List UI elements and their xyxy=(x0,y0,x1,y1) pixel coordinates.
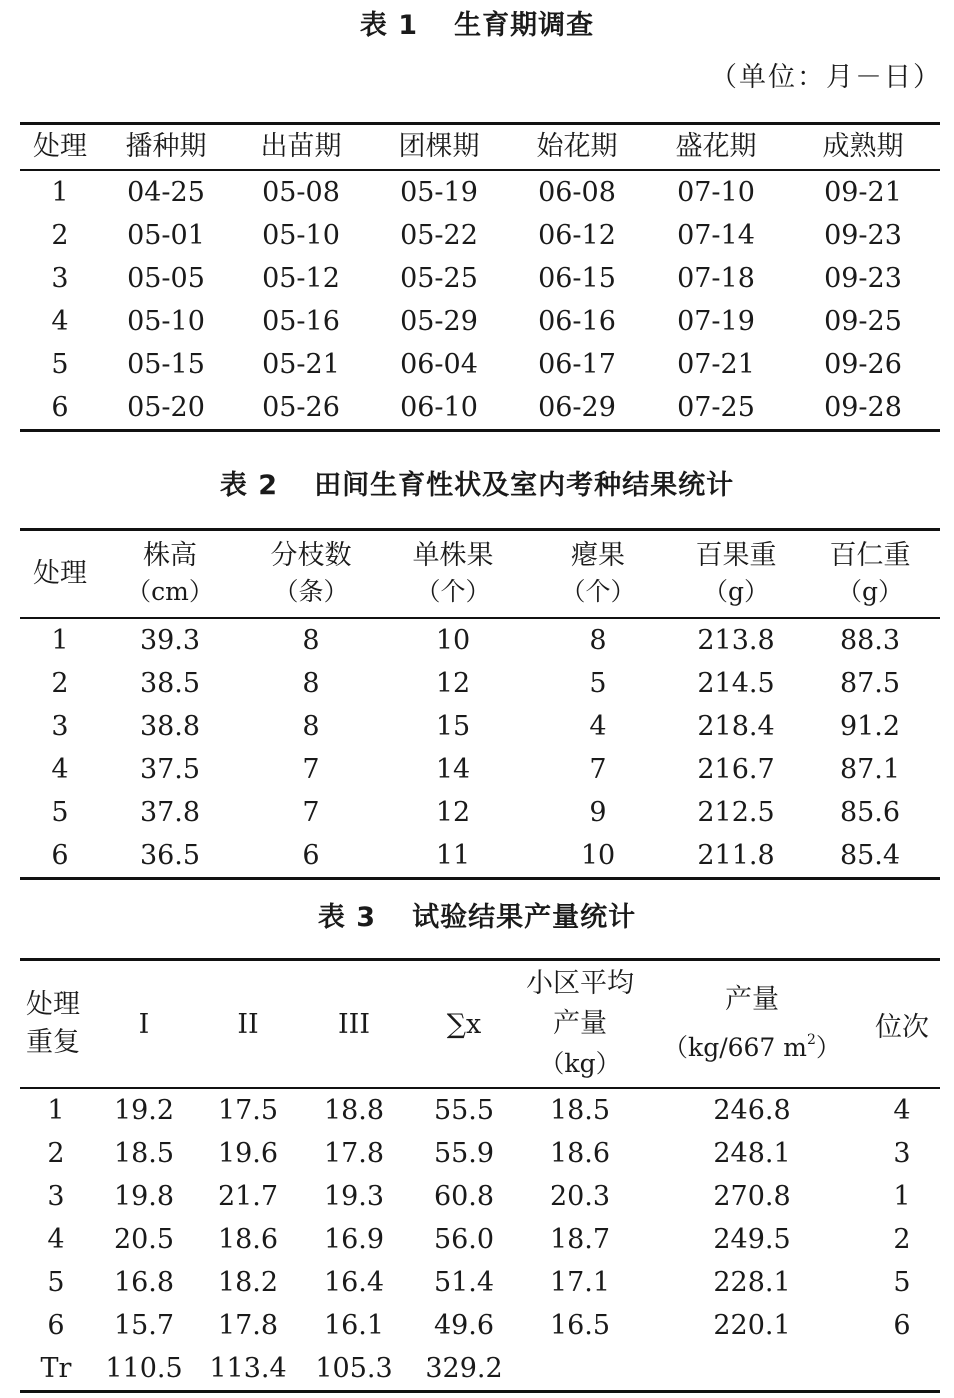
table-cell: 05-21 xyxy=(262,349,340,380)
table-cell: 56.0 xyxy=(433,1224,495,1255)
table-row xyxy=(20,214,940,257)
table-cell: 1 xyxy=(47,1095,65,1126)
table-cell: 14 xyxy=(435,754,471,785)
table-cell: 211.8 xyxy=(672,834,800,879)
table2-field-traits xyxy=(20,528,940,880)
table-cell: 88.3 xyxy=(839,625,901,656)
table-row xyxy=(20,1218,940,1261)
table-cell: 21.7 xyxy=(217,1181,279,1212)
table3-header-cell: II xyxy=(196,960,300,1089)
table-cell: 06-15 xyxy=(538,263,616,294)
table-row xyxy=(20,1304,940,1347)
table-cell: 37.5 xyxy=(139,754,201,785)
table1-header-cell: 处理 xyxy=(20,124,100,171)
table1-header-cell: 团棵期 xyxy=(370,124,508,171)
table-cell: 07-14 xyxy=(677,220,755,251)
table-cell: 7 xyxy=(302,754,320,785)
table-cell: 3 xyxy=(893,1138,911,1169)
table-cell: 19.3 xyxy=(323,1181,385,1212)
table-cell: 04-25 xyxy=(127,177,205,208)
table-cell: 15.7 xyxy=(113,1310,175,1341)
table3-header-row xyxy=(20,960,940,1089)
table1-header-cell: 盛花期 xyxy=(646,124,786,171)
unit-text: （kg/667 m xyxy=(663,1033,807,1062)
table-cell: 18.5 xyxy=(549,1095,611,1126)
table-row xyxy=(20,748,940,791)
header-unit xyxy=(663,1033,841,1062)
table2-header-cell xyxy=(20,530,100,619)
table1-header-cell: 出苗期 xyxy=(232,124,370,171)
corner-bottom-label: 重复 xyxy=(26,1027,80,1058)
table-cell: 05-10 xyxy=(262,220,340,251)
table-row xyxy=(20,386,940,431)
header-line: 瘪果 xyxy=(571,540,625,571)
table2-header-row xyxy=(20,530,940,619)
table-cell: 213.8 xyxy=(697,625,775,656)
table-cell: 10 xyxy=(435,625,471,656)
table-cell: Tr xyxy=(20,1347,92,1392)
table-cell: 55.9 xyxy=(433,1138,495,1169)
table-cell: 8 xyxy=(302,668,320,699)
table-cell: 09-28 xyxy=(786,386,940,431)
table3-caption xyxy=(0,898,954,938)
table-cell: 18.6 xyxy=(549,1138,611,1169)
table-cell: 5 xyxy=(51,349,69,380)
table2-header-cell xyxy=(382,530,524,619)
table-cell: 07-19 xyxy=(677,306,755,337)
table-cell: 07-25 xyxy=(646,386,786,431)
table-cell: 07-18 xyxy=(677,263,755,294)
table-row xyxy=(20,170,940,214)
table-row xyxy=(20,662,940,705)
header-unit: （条） xyxy=(273,577,349,606)
table-cell: 6 xyxy=(240,834,382,879)
table-cell: 249.5 xyxy=(713,1224,791,1255)
table-cell: 12 xyxy=(435,797,471,828)
table3-header-cell: III xyxy=(300,960,408,1089)
table-row xyxy=(20,257,940,300)
table1-caption xyxy=(0,6,954,46)
table-cell: 85.4 xyxy=(800,834,940,879)
table-cell xyxy=(640,1347,864,1392)
table2-header-cell xyxy=(524,530,672,619)
header-line: 百果重 xyxy=(695,540,777,571)
table-cell: 9 xyxy=(589,797,607,828)
table-cell: 09-26 xyxy=(824,349,902,380)
header-line: 株高 xyxy=(143,540,197,571)
table-cell: 17.5 xyxy=(217,1095,279,1126)
table-cell: 06-16 xyxy=(538,306,616,337)
table-cell: 6 xyxy=(893,1310,911,1341)
table2-header-cell xyxy=(672,530,800,619)
header-unit: （kg） xyxy=(539,1049,621,1078)
table-cell: 2 xyxy=(51,668,69,699)
table-cell: 05-16 xyxy=(262,306,340,337)
table-cell: 07-10 xyxy=(677,177,755,208)
table-cell: 09-25 xyxy=(824,306,902,337)
table-row xyxy=(20,705,940,748)
table3-yield-statistics xyxy=(20,958,940,1393)
table-cell: 55.5 xyxy=(433,1095,495,1126)
table1-growth-period xyxy=(20,122,940,432)
table-cell: 37.8 xyxy=(139,797,201,828)
table-cell: 19.8 xyxy=(113,1181,175,1212)
table-cell: 20.3 xyxy=(549,1181,611,1212)
table-cell: 110.5 xyxy=(92,1347,196,1392)
table-cell: 07-21 xyxy=(677,349,755,380)
table-cell: 05-25 xyxy=(400,263,478,294)
table-row xyxy=(20,1088,940,1132)
table3-header-cell: ∑x xyxy=(408,960,520,1089)
table-cell: 220.1 xyxy=(713,1310,791,1341)
table-row xyxy=(20,618,940,662)
table-cell: 17.8 xyxy=(323,1138,385,1169)
table-cell: 36.5 xyxy=(100,834,240,879)
table-cell: 1 xyxy=(51,177,69,208)
table2-header-cell xyxy=(240,530,382,619)
table-cell: 3 xyxy=(51,711,69,742)
table-cell: 212.5 xyxy=(697,797,775,828)
table-row xyxy=(20,791,940,834)
table-cell: 218.4 xyxy=(697,711,775,742)
table1-header-row xyxy=(20,124,940,171)
table-cell: 17.1 xyxy=(549,1267,611,1298)
table1-header-cell: 始花期 xyxy=(508,124,646,171)
table1-unit-note: （单位：月－日） xyxy=(710,62,942,93)
table-cell: 5 xyxy=(47,1267,65,1298)
table-row xyxy=(20,1261,940,1304)
corner-top-label: 处理 xyxy=(26,989,80,1020)
header-unit: （g） xyxy=(702,577,769,606)
table-cell: 1 xyxy=(893,1181,911,1212)
table-cell: 228.1 xyxy=(713,1267,791,1298)
table-cell: 16.5 xyxy=(549,1310,611,1341)
table-cell: 87.1 xyxy=(839,754,901,785)
header-unit: （个） xyxy=(415,577,491,606)
table2-body xyxy=(20,618,940,879)
header-line: 单株果 xyxy=(412,540,494,571)
table-cell: 16.9 xyxy=(323,1224,385,1255)
table1-header-cell: 成熟期 xyxy=(786,124,940,171)
table-row xyxy=(20,343,940,386)
table-cell: 60.8 xyxy=(433,1181,495,1212)
table-cell: 2 xyxy=(51,220,69,251)
table-cell: 17.8 xyxy=(217,1310,279,1341)
header-line: 分枝数 xyxy=(270,540,352,571)
table-cell: 7 xyxy=(302,797,320,828)
table-cell: 4 xyxy=(51,754,69,785)
table-cell: 6 xyxy=(47,1310,65,1341)
table-cell: 19.6 xyxy=(217,1138,279,1169)
table-cell: 38.5 xyxy=(139,668,201,699)
table-cell: 05-20 xyxy=(100,386,232,431)
table-cell: 05-26 xyxy=(232,386,370,431)
unit-superscript: 2 xyxy=(807,1032,816,1048)
table2-caption xyxy=(0,466,954,506)
table-cell: 18.7 xyxy=(549,1224,611,1255)
table-cell: 16.8 xyxy=(113,1267,175,1298)
unit-close: ） xyxy=(815,1033,841,1062)
table-cell: 12 xyxy=(435,668,471,699)
table-cell: 270.8 xyxy=(713,1181,791,1212)
header-line: 小区平均 xyxy=(526,968,634,999)
table-cell: 214.5 xyxy=(697,668,775,699)
header-unit: （cm） xyxy=(126,577,214,606)
table-cell: 18.8 xyxy=(323,1095,385,1126)
table2-caption-number: 表 2 xyxy=(219,470,279,501)
table-cell: 05-22 xyxy=(400,220,478,251)
table-cell: 06-08 xyxy=(538,177,616,208)
table-cell: 248.1 xyxy=(713,1138,791,1169)
table-cell: 16.4 xyxy=(323,1267,385,1298)
table-cell: 39.3 xyxy=(139,625,201,656)
header-unit: （个） xyxy=(560,577,636,606)
table-cell: 18.6 xyxy=(217,1224,279,1255)
table-cell: 8 xyxy=(302,711,320,742)
table-cell: 3 xyxy=(47,1181,65,1212)
table-cell: 06-17 xyxy=(538,349,616,380)
table3-header-cell: 位次 xyxy=(864,960,940,1089)
table-cell: 09-21 xyxy=(824,177,902,208)
table-cell: 5 xyxy=(893,1267,911,1298)
table1-header-cell: 播种期 xyxy=(100,124,232,171)
table-row xyxy=(20,1347,940,1392)
table-cell: 216.7 xyxy=(697,754,775,785)
table3-header-cell: I xyxy=(92,960,196,1089)
table-cell: 6 xyxy=(20,386,100,431)
table-cell: 49.6 xyxy=(433,1310,495,1341)
table-cell: 113.4 xyxy=(196,1347,300,1392)
table1-body xyxy=(20,170,940,431)
table-cell: 05-19 xyxy=(400,177,478,208)
table3-body xyxy=(20,1088,940,1392)
table-cell: 05-08 xyxy=(262,177,340,208)
table-cell: 09-23 xyxy=(824,220,902,251)
table-cell: 05-01 xyxy=(127,220,205,251)
header-line: 处理 xyxy=(33,558,87,589)
table-cell: 5 xyxy=(51,797,69,828)
table-cell xyxy=(520,1347,640,1392)
table-cell: 05-15 xyxy=(127,349,205,380)
table-cell: 5 xyxy=(589,668,607,699)
table-row xyxy=(20,1132,940,1175)
table-cell: 06-29 xyxy=(508,386,646,431)
table1-caption-title: 生育期调查 xyxy=(454,10,595,41)
table-cell: 7 xyxy=(589,754,607,785)
table-cell: 19.2 xyxy=(113,1095,175,1126)
table-cell: 91.2 xyxy=(839,711,901,742)
table-cell: 105.3 xyxy=(300,1347,408,1392)
table-cell: 09-23 xyxy=(824,263,902,294)
table2-header-cell xyxy=(100,530,240,619)
table-cell: 2 xyxy=(893,1224,911,1255)
table-cell: 4 xyxy=(47,1224,65,1255)
table-cell: 11 xyxy=(382,834,524,879)
table-cell: 05-10 xyxy=(127,306,205,337)
table-cell: 1 xyxy=(51,625,69,656)
table-cell: 87.5 xyxy=(839,668,901,699)
table1-caption-number: 表 1 xyxy=(359,10,419,41)
header-line: 产量 xyxy=(553,1008,607,1039)
table-cell: 85.6 xyxy=(839,797,901,828)
table3-corner-cell xyxy=(20,960,92,1089)
table-cell: 6 xyxy=(20,834,100,879)
table-row xyxy=(20,1175,940,1218)
table3-header-cell xyxy=(640,960,864,1089)
table-cell: 18.2 xyxy=(217,1267,279,1298)
table-cell: 16.1 xyxy=(323,1310,385,1341)
table-cell: 10 xyxy=(524,834,672,879)
table-cell: 51.4 xyxy=(433,1267,495,1298)
table3-header-cell xyxy=(520,960,640,1089)
table-cell: 20.5 xyxy=(113,1224,175,1255)
table-cell: 06-04 xyxy=(400,349,478,380)
table-cell: 05-12 xyxy=(262,263,340,294)
table-cell: 2 xyxy=(47,1138,65,1169)
table3-caption-number: 表 3 xyxy=(317,902,377,933)
table-cell: 06-12 xyxy=(538,220,616,251)
table-cell: 3 xyxy=(51,263,69,294)
table-cell: 05-05 xyxy=(127,263,205,294)
table2-caption-title: 田间生育性状及室内考种结果统计 xyxy=(314,470,735,501)
table2-header-cell xyxy=(800,530,940,619)
table-cell: 8 xyxy=(302,625,320,656)
table-cell: 4 xyxy=(589,711,607,742)
table-row xyxy=(20,834,940,879)
table-cell: 8 xyxy=(589,625,607,656)
table3-caption-title: 试验结果产量统计 xyxy=(412,902,637,933)
table-cell: 38.8 xyxy=(139,711,201,742)
table-cell: 18.5 xyxy=(113,1138,175,1169)
header-unit: （g） xyxy=(836,577,903,606)
table-cell: 246.8 xyxy=(713,1095,791,1126)
table-cell: 05-29 xyxy=(400,306,478,337)
table-row xyxy=(20,300,940,343)
table-cell: 4 xyxy=(893,1095,911,1126)
table-cell: 15 xyxy=(435,711,471,742)
table-cell: 06-10 xyxy=(370,386,508,431)
table-cell: 329.2 xyxy=(408,1347,520,1392)
header-line: 产量 xyxy=(725,984,779,1015)
table-cell xyxy=(864,1347,940,1392)
header-line: 百仁重 xyxy=(829,540,911,571)
table-cell: 4 xyxy=(51,306,69,337)
